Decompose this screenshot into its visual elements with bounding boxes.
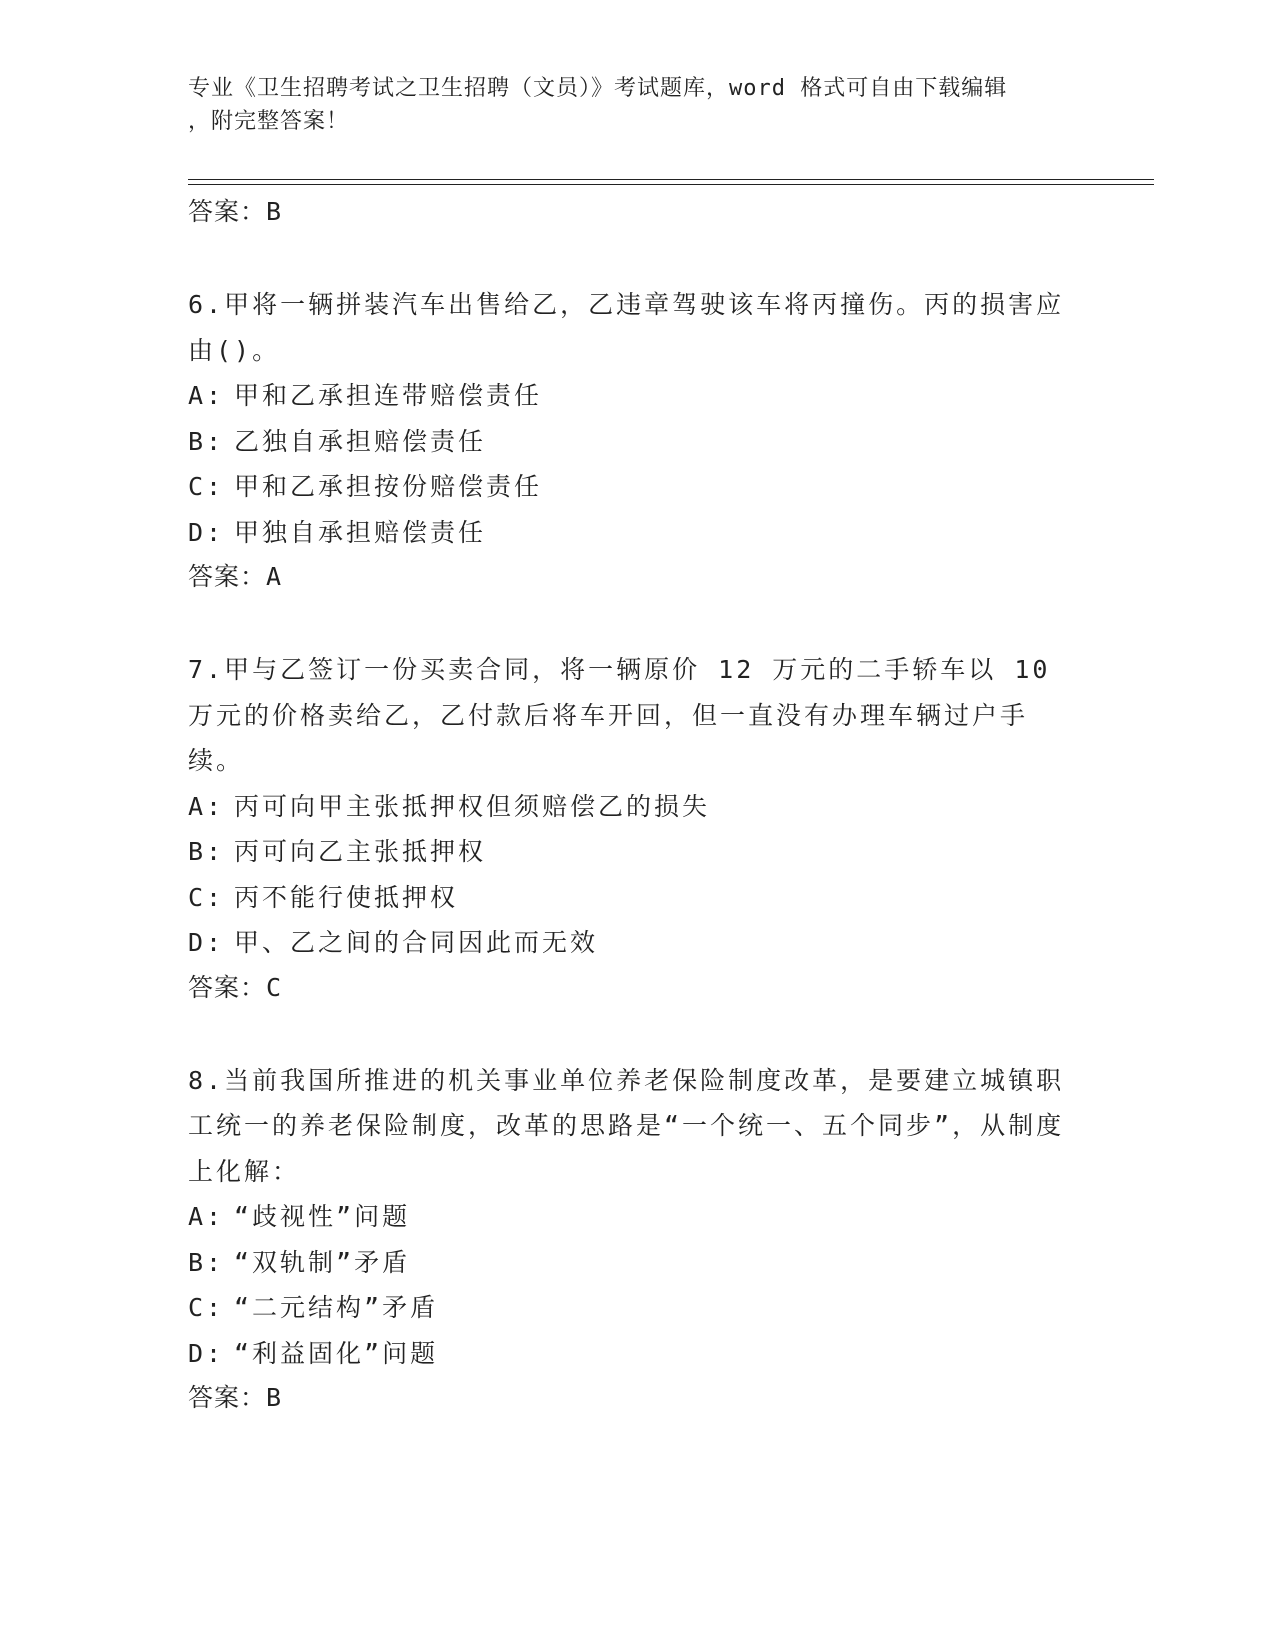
header-line-2: ，附完整答案！ bbox=[188, 109, 350, 134]
option-text: 甲和乙承担按份赔偿责任 bbox=[234, 472, 543, 501]
option-text: 乙独自承担赔偿责任 bbox=[234, 426, 487, 456]
option-key: B: bbox=[188, 426, 225, 456]
option-text: “歧视性”问题 bbox=[234, 1202, 411, 1231]
option-b bbox=[188, 829, 1068, 875]
document-header bbox=[188, 72, 1068, 138]
option-d bbox=[188, 1331, 1068, 1377]
question-block bbox=[188, 282, 1068, 599]
question-stem: 6.甲将一辆拼装汽车出售给乙，乙违章驾驶该车将丙撞伤。丙的损害应由()。 bbox=[188, 290, 1065, 365]
option-text: 甲、乙之间的合同因此而无效 bbox=[234, 928, 599, 957]
question-stem: 8.当前我国所推进的机关事业单位养老保险制度改革，是要建立城镇职工统一的养老保险制度，改革的思路是“一个统一、五个同步”，从制度上化解： bbox=[188, 1065, 1065, 1186]
option-text: “利益固化”问题 bbox=[234, 1338, 439, 1368]
question-list bbox=[188, 190, 1068, 1420]
option-b bbox=[188, 1240, 1068, 1286]
answer-value: A bbox=[266, 562, 283, 591]
answer-label: 答案： bbox=[188, 197, 267, 226]
question-block bbox=[188, 647, 1068, 1010]
option-text: 丙不能行使抵押权 bbox=[234, 882, 459, 912]
option-a bbox=[188, 784, 1068, 830]
option-key: C: bbox=[188, 472, 225, 501]
option-key: C: bbox=[188, 882, 225, 912]
option-text: 甲独自承担赔偿责任 bbox=[234, 517, 487, 547]
header-divider-bottom bbox=[188, 184, 1154, 185]
option-key: B: bbox=[188, 837, 225, 866]
answer-line bbox=[188, 966, 1068, 1010]
header-divider-top bbox=[188, 179, 1154, 180]
option-a bbox=[188, 1194, 1068, 1240]
answer-label: 答案： bbox=[188, 972, 267, 1002]
option-key: D: bbox=[188, 928, 225, 957]
answer-line bbox=[188, 190, 1068, 234]
answer-label: 答案： bbox=[188, 562, 267, 591]
question-block bbox=[188, 1058, 1068, 1421]
option-key: A: bbox=[188, 381, 225, 410]
option-c bbox=[188, 1285, 1068, 1331]
answer-line bbox=[188, 1376, 1068, 1420]
option-d bbox=[188, 510, 1068, 556]
option-key: A: bbox=[188, 791, 225, 821]
option-text: 丙可向甲主张抵押权但须赔偿乙的损失 bbox=[234, 791, 711, 821]
option-c bbox=[188, 875, 1068, 921]
answer-line bbox=[188, 555, 1068, 599]
option-a bbox=[188, 373, 1068, 419]
option-key: B: bbox=[188, 1247, 225, 1277]
option-text: “二元结构”矛盾 bbox=[234, 1293, 439, 1322]
answer-value: C bbox=[266, 972, 283, 1002]
answer-value: B bbox=[266, 1383, 283, 1412]
option-c bbox=[188, 464, 1068, 510]
option-key: A: bbox=[188, 1202, 225, 1231]
answer-value: B bbox=[266, 197, 283, 226]
option-text: 甲和乙承担连带赔偿责任 bbox=[234, 381, 543, 410]
option-d bbox=[188, 920, 1068, 966]
option-b bbox=[188, 419, 1068, 465]
option-key: D: bbox=[188, 517, 225, 547]
option-text: “双轨制”矛盾 bbox=[234, 1247, 411, 1277]
option-text: 丙可向乙主张抵押权 bbox=[234, 837, 487, 866]
header-line-1: 专业《卫生招聘考试之卫生招聘（文员）》考试题库，word 格式可自由下载编辑 bbox=[188, 76, 1008, 101]
option-key: C: bbox=[188, 1293, 225, 1322]
answer-label: 答案： bbox=[188, 1383, 267, 1412]
question-stem: 7.甲与乙签订一份买卖合同，将一辆原价 12 万元的二手轿车以 10 万元的价格卖给乙，乙付款后将车开回，但一直没有办理车辆过户手续。 bbox=[188, 655, 1051, 775]
option-key: D: bbox=[188, 1338, 225, 1368]
